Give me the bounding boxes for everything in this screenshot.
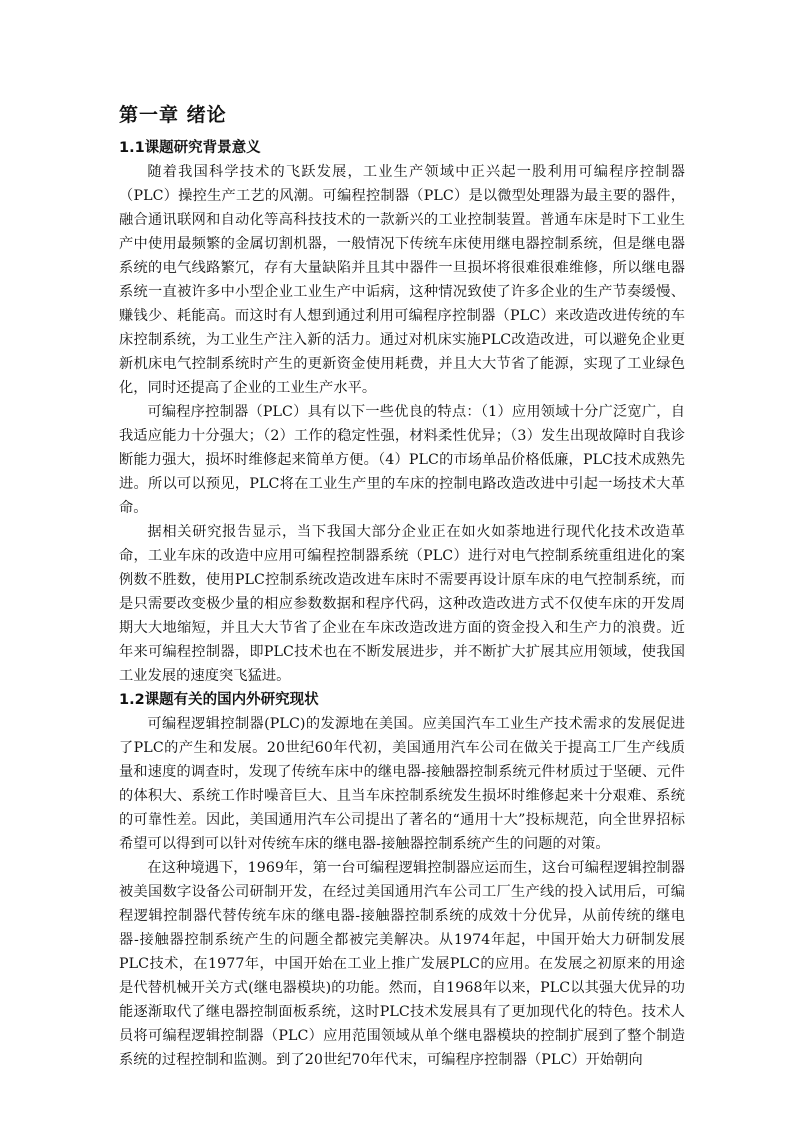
document-page: [119, 100, 685, 1072]
paragraph: 据相关研究报告显示，当下我国大部分企业正在如火如荼地进行现代化技术改造革命，工业车床的改造中应用可编程控制器系统（PLC）进行对电气控制系统重组进化的案例数不胜数，使用PLC控制系统改造改进车床时不需要再设计原车床的电气控制系统，而是只需要改变极少量的相应参数数据和程序代码，这种改造改进方式不仅使车床的开发周期大大地缩短，并且大大节省了企业在车床改造改进方面的资金投入和生产力的浪费。近年来可编程控制器，即PLC技术也在不断发展进步，并不断扩大扩展其应用领域，使我国工业发展的速度突飞猛进。: [119, 524, 685, 684]
paragraph: 可编程序控制器（PLC）具有以下一些优良的特点：（1）应用领域十分广泛宽广，自我适应能力十分强大；（2）工作的稳定性强，材料柔性优异；（3）发生出现故障时自我诊断能力强大，损坏时维修起来简单方便。（4）PLC的市场单品价格低廉，PLC技术成熟先进。所以可以预见，PLC将在工业生产里的车床的控制电路改造改进中引起一场技术大革命。: [119, 404, 685, 516]
section-title: 1.2课题有关的国内外研究现状: [119, 692, 319, 708]
paragraph: 在这种境遇下，1969年，第一台可编程逻辑控制器应运而生，这台可编程逻辑控制器被美国数字设备公司研制开发，在经过美国通用汽车公司工厂生产线的投入试用后，可编程逻辑控制器代替传统车床的继电器-接触器控制系统的成效十分优异，从前传统的继电器-接触器控制系统产生的问题全都被完美解决。从1974年起，中国开始大力研制发展PLC技术，在1977年，中国开始在工业上推广发展PLC的应用。在发展之初原来的用途是代替机械开关方式(继电器模块)的功能。然而，自1968年以来，PLC以其强大优异的功能逐渐取代了继电器控制面板系统，这时PLC技术发展具有了更加现代化的特色。技术人员将可编程逻辑控制器（PLC）应用范围领域从单个继电器模块的控制扩展到了整个制造系统的过程控制和监测。到了20世纪70年代末，可编程序控制器（PLC）开始朝向: [119, 860, 685, 1068]
section-1-2: [119, 688, 685, 1072]
paragraph: 随着我国科学技术的飞跃发展，工业生产领域中正兴起一股利用可编程序控制器（PLC）操控生产工艺的风潮。可编程控制器（PLC）是以微型处理器为最主要的器件，融合通讯联网和自动化等高科技技术的一款新兴的工业控制装置。普通车床是时下工业生产中使用最频繁的金属切割机器，一般情况下传统车床使用继电器控制系统，但是继电器系统的电气线路繁冗，存有大量缺陷并且其中器件一旦损坏将很难很难维修，所以继电器系统一直被许多中小型企业工业生产中诟病，这种情况致使了许多企业的生产节奏缓慢、赚钱少、耗能高。而这时有人想到通过利用可编程序控制器（PLC）来改造改进传统的车床控制系统，为工业生产注入新的活力。通过对机床实施PLC改造改进，可以避免企业更新机床电气控制系统时产生的更新资金使用耗费，并且大大节省了能源，实现了工业绿色化，同时还提高了企业的工业生产水平。: [119, 164, 685, 396]
paragraph: 可编程逻辑控制器(PLC)的发源地在美国。应美国汽车工业生产技术需求的发展促进了PLC的产生和发展。20世纪60年代初，美国通用汽车公司在做关于提高工厂生产线质量和速度的调查时，发现了传统车床中的继电器-接触器控制系统元件材质过于坚硬、元件的体积大、系统工作时噪音巨大、且当车床控制系统发生损坏时维修起来十分艰难、系统的可靠性差。因此，美国通用汽车公司提出了著名的“通用十大”投标规范，向全世界招标希望可以得到可以针对传统车床的继电器-接触器控制系统产生的问题的对策。: [119, 716, 685, 852]
section-title: 1.1课题研究背景意义: [119, 140, 261, 156]
section-1-1: [119, 136, 685, 688]
chapter-title: 第一章 绪论: [119, 104, 227, 126]
